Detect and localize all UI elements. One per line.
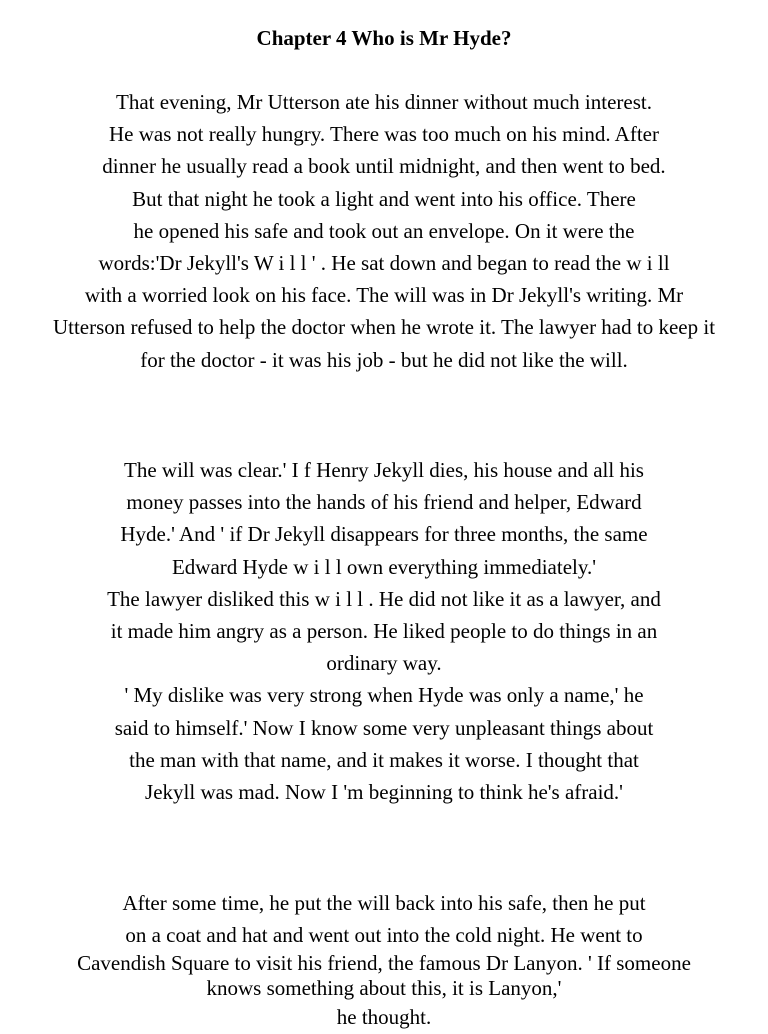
text-line: said to himself.' Now I know some very unpleasant things about	[114, 715, 654, 740]
text-line: for the doctor - it was his job - but he did not like the will.	[140, 347, 628, 372]
text-line: knows something about this, it is Lanyon,'	[206, 976, 562, 1001]
text-line: The will was clear.' I f Henry Jekyll dies, his house and all his	[124, 458, 644, 482]
paragraph-1	[0, 86, 768, 376]
text-line: Utterson refused to help the doctor when he wrote it. The lawyer had to keep it	[52, 315, 716, 340]
text-line: he thought.	[336, 1005, 432, 1030]
text-line: money passes into the hands of his friend and helper, Edward	[126, 490, 642, 515]
text-line: ordinary way.	[326, 651, 442, 676]
chapter-title: Chapter 4 Who is Mr Hyde?	[256, 26, 512, 50]
text-line: ' My dislike was very strong when Hyde was only a name,' he	[124, 683, 644, 708]
text-line: Jekyll was mad. Now I 'm beginning to think he's afraid.'	[145, 780, 623, 805]
text-line: Cavendish Square to visit his friend, the famous Dr Lanyon. ' If someone	[77, 951, 691, 976]
paragraph-3	[0, 887, 768, 1034]
text-line: the man with that name, and it makes it worse. I thought that	[129, 747, 639, 772]
text-line: on a coat and hat and went out into the cold night. He went to	[125, 923, 643, 948]
text-line: He was not really hungry. There was too much on his mind. After	[109, 122, 659, 147]
text-line: After some time, he put the will back into his safe, then he put	[122, 891, 646, 915]
text-line: But that night he took a light and went into his office. There	[132, 186, 636, 211]
text-line: with a worried look on his face. The will was in Dr Jekyll's writing. Mr	[84, 283, 684, 308]
text-line: it made him angry as a person. He liked people to do things in an	[110, 619, 658, 644]
text-line: Hyde.' And ' if Dr Jekyll disappears for three months, the same	[120, 522, 648, 547]
text-line: Edward Hyde w i l l own everything immediately.'	[171, 554, 597, 579]
text-line: words:'Dr Jekyll's W i l l ' . He sat down and began to read the w i ll	[98, 251, 670, 276]
text-line: dinner he usually read a book until midnight, and then went to bed.	[102, 154, 666, 179]
text-line: he opened his safe and took out an envelope. On it were the	[133, 218, 635, 243]
text-line: The lawyer disliked this w i l l . He did not like it as a lawyer, and	[107, 586, 661, 611]
paragraph-2	[0, 454, 768, 808]
text-line: That evening, Mr Utterson ate his dinner without much interest.	[116, 90, 652, 114]
